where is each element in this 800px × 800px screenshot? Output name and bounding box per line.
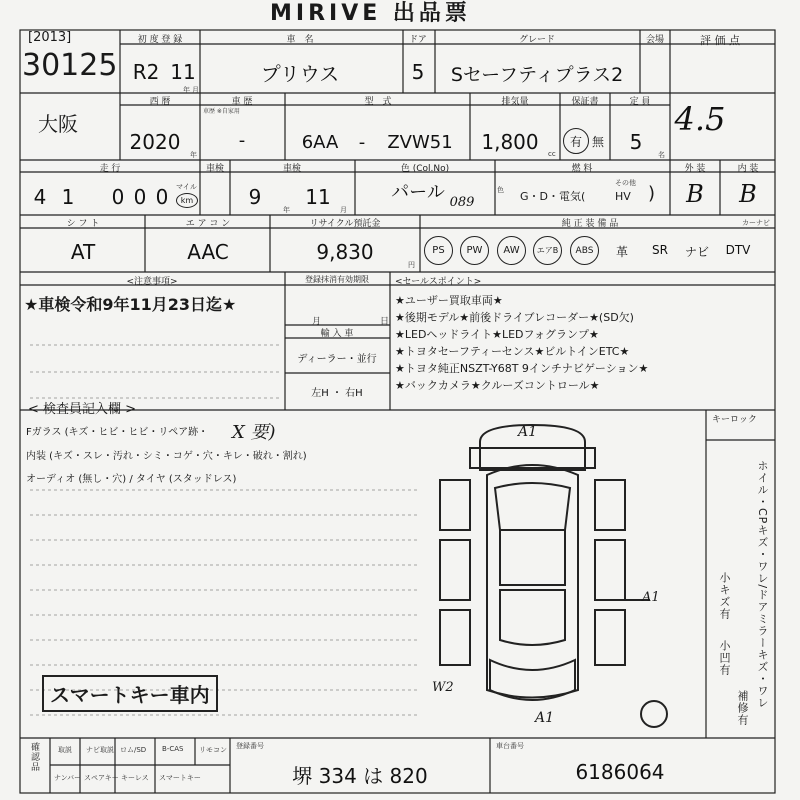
- car-diagram: [440, 425, 667, 727]
- equipment-dtv: DTV: [725, 243, 751, 257]
- chassis-number: 6186064: [575, 760, 665, 784]
- lot-number: 30125: [22, 48, 118, 83]
- side-legend-repair: 補修有: [736, 690, 749, 726]
- first-reg-month: 11: [170, 60, 196, 84]
- warranty-yes: 有: [563, 128, 589, 154]
- equipment-aw: AW: [497, 236, 526, 265]
- fuel-options: G・D・電気(: [520, 190, 586, 203]
- sales-point-3: ★LEDヘッドライト★LEDフォグランプ★: [395, 328, 599, 341]
- damage-side: A1: [642, 590, 660, 605]
- aircon-value: AAC: [187, 240, 229, 264]
- item-smart-key: スマートキー: [159, 774, 201, 782]
- capacity-value: 5: [629, 130, 643, 154]
- label-meeting: 会場: [645, 35, 665, 45]
- equipment-sr: SR: [652, 243, 668, 257]
- label-warranty: 保証書: [571, 97, 599, 107]
- label-door: ドア: [409, 35, 427, 45]
- score-value: 4.5: [674, 100, 726, 138]
- shift-value: AT: [70, 240, 96, 264]
- equipment-leather: 革: [615, 245, 629, 259]
- label-grade: グレード: [518, 35, 556, 45]
- mileage-digit-3: 0: [111, 185, 125, 209]
- damage-left: W2: [432, 680, 454, 695]
- first-reg-era: R2: [132, 60, 160, 84]
- inspector-interior: 内装 (キズ・スレ・汚れ・シミ・コゲ・穴・キレ・破れ・割れ): [26, 451, 307, 462]
- form-title: MIRIVE 出品票: [270, 1, 471, 26]
- unit-nen: 年: [183, 86, 190, 94]
- label-car-name: 車 名: [286, 35, 314, 45]
- recycle-value: 9,830: [316, 240, 374, 264]
- unit-inspection-month: 月: [340, 206, 347, 214]
- damage-front: A1: [518, 424, 538, 440]
- fglass-mark: X 要): [232, 422, 276, 443]
- item-bcas: B-CAS: [162, 745, 184, 753]
- label-shift: シ フ ト: [66, 219, 100, 229]
- unit-cc: cc: [548, 150, 556, 158]
- equipment-abs: ABS: [570, 236, 599, 265]
- history-value: -: [238, 130, 246, 151]
- label-first-registration: 初 度 登 録: [137, 35, 183, 45]
- car-name: プリウス: [260, 62, 340, 86]
- side-legend-main: ホイル・CPキズ・ワレ/ドアミラーキズ・ワレ: [756, 460, 769, 710]
- label-score: 評 価 点: [700, 34, 740, 47]
- item-manual: 取説: [58, 746, 72, 754]
- label-confirm-items: 確認品: [29, 742, 39, 772]
- label-navi-tuner: カーナビ: [742, 219, 770, 227]
- fuel-hv: HV: [615, 190, 631, 203]
- inspection-month: 11: [305, 185, 331, 209]
- displacement-value: 1,800: [481, 130, 539, 154]
- grade-value: Sセーフティプラス2: [450, 64, 624, 86]
- mileage-digit-2: 1: [61, 185, 75, 209]
- item-rom-sd: ロム/SD: [120, 746, 147, 754]
- label-sales-points: <セールスポイント>: [395, 277, 482, 287]
- type-dash: -: [358, 132, 366, 153]
- unit-inspection-year: 年: [283, 206, 290, 214]
- lot-year-code: [2013]: [28, 30, 72, 45]
- exterior-grade: B: [686, 180, 704, 208]
- label-interior: 内 装: [737, 164, 759, 174]
- sales-point-2: ★後期モデル★前後ドライブレコーダー★(SD欠): [395, 311, 634, 324]
- equipment-ps: PS: [424, 236, 453, 265]
- side-legend-dent: 小凹有: [718, 640, 731, 676]
- sales-point-1: ★ユーザー買取車両★: [395, 294, 503, 307]
- label-inspector: < 検査員記入欄 >: [28, 402, 137, 417]
- label-equipment: 純 正 装 備 品: [561, 219, 619, 229]
- import-dealer: ディーラー・並行: [297, 354, 377, 365]
- unit-en: 円: [408, 261, 415, 269]
- unit-iro: 色: [497, 186, 504, 194]
- label-displacement: 排気量: [501, 97, 529, 107]
- equipment-pw: PW: [460, 236, 489, 265]
- item-keyless: キーレス: [121, 774, 149, 782]
- reg-number: 堺 334 は 820: [292, 764, 428, 788]
- smart-key-note: スマートキー車内: [42, 675, 218, 712]
- label-recycle: リサイクル預託金: [309, 219, 381, 229]
- period-month: 月: [312, 317, 322, 327]
- label-model-history: 車 歴: [231, 97, 253, 107]
- warranty-no: 無: [592, 135, 605, 149]
- label-reg-number: 登録番号: [236, 742, 264, 750]
- mileage-digit-5: 0: [155, 185, 169, 209]
- label-inspection: 車検: [205, 164, 225, 174]
- unit-mile: マイル: [176, 183, 197, 191]
- label-keylock: キーロック: [712, 415, 757, 425]
- lot-location: 大阪: [38, 112, 78, 136]
- unit-year: 年: [190, 151, 197, 159]
- unit-km-circle: km: [176, 193, 198, 208]
- inspector-audio: オーディオ (無し・穴) / タイヤ (スタッドレス): [26, 474, 237, 485]
- import-handle: 左H ・ 右H: [311, 388, 363, 399]
- sales-point-6: ★バックカメラ★クルーズコントロール★: [395, 379, 600, 392]
- equipment-navi: ナビ: [684, 245, 710, 259]
- inspector-fglass: Fガラス (キズ・ヒビ・ヒビ・リペア跡・: [26, 427, 209, 438]
- label-mileage: 走 行: [99, 164, 121, 174]
- label-fuel: 燃 料: [571, 164, 593, 174]
- fuel-other-label: その他: [615, 179, 636, 187]
- mileage-digit-4: 0: [133, 185, 147, 209]
- label-capacity: 定 員: [629, 97, 651, 107]
- mileage-digit-1: 4: [33, 185, 47, 209]
- period-day: 日: [380, 317, 390, 327]
- label-color: 色 (Col.No): [400, 164, 450, 174]
- label-type: 型 式: [364, 97, 392, 107]
- model-year: 2020: [129, 130, 181, 154]
- history-note: 車歴 ※自家用: [203, 108, 240, 115]
- color-value: パール: [391, 182, 445, 203]
- door-count: 5: [411, 60, 425, 84]
- side-legend-scratch: 小キズ有: [718, 572, 731, 620]
- unit-mei: 名: [658, 151, 665, 159]
- damage-rear: A1: [535, 710, 555, 726]
- label-notes: <注意事項>: [126, 277, 178, 287]
- inspection-year: 9: [248, 185, 262, 209]
- label-import: 輸 入 車: [320, 329, 354, 339]
- notes-text: ★車検令和9年11月23日迄★: [24, 295, 237, 314]
- label-exterior: 外 装: [684, 164, 706, 174]
- sales-point-5: ★トヨタ純正NSZT-Y68T 9インチナビゲーション★: [395, 362, 649, 375]
- label-chassis-number: 車台番号: [496, 742, 524, 750]
- label-aircon: エ ア コ ン: [185, 219, 231, 229]
- interior-grade: B: [739, 180, 757, 208]
- fuel-close: ): [648, 183, 656, 204]
- label-deregistration-period: 登録抹消有効期限: [305, 275, 369, 284]
- equipment-airbag: エアB: [533, 236, 562, 265]
- item-navi-manual: ナビ取説: [86, 746, 114, 754]
- item-number-plate: ナンバー: [54, 774, 82, 782]
- unit-tsuki: 月: [192, 86, 199, 94]
- item-remote: リモコン: [199, 746, 227, 754]
- type-prefix: 6AA: [301, 132, 339, 153]
- label-year: 西 暦: [149, 97, 171, 107]
- color-number: 089: [449, 195, 475, 210]
- item-spare-key: スペアキー: [84, 774, 119, 782]
- type-code: ZVW51: [387, 132, 453, 153]
- label-inspection-period: 車検: [282, 164, 302, 174]
- sales-point-4: ★トヨタセーフティーセンス★ビルトインETC★: [395, 345, 630, 358]
